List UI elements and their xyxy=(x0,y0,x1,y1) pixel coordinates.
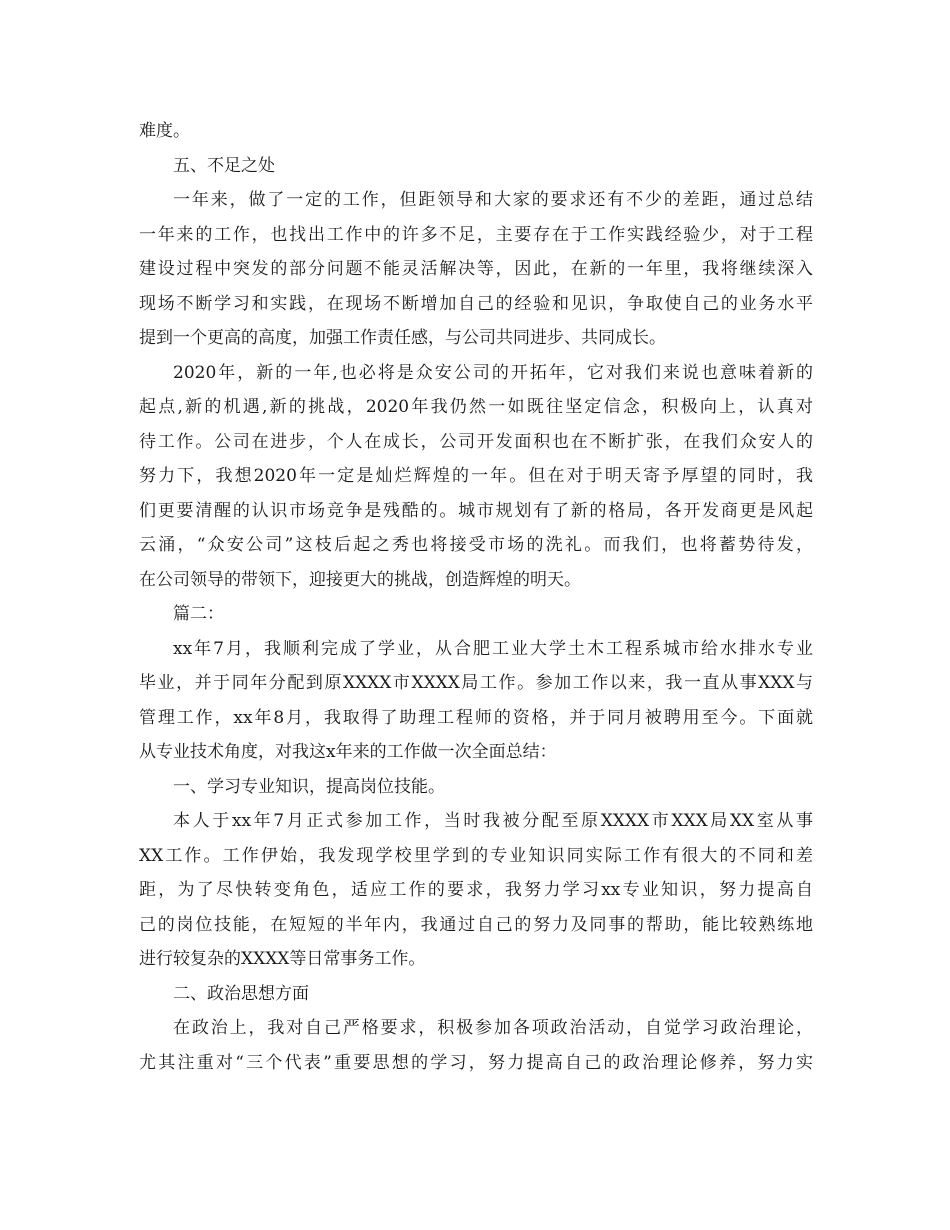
section-heading: 五、不足之处 xyxy=(173,155,275,176)
text-line: 建设过程中突发的部分问题不能灵活解决等，因此，在新的一年里，我将继续深入 xyxy=(139,259,813,279)
text-line: 毕业，并于同年分配到原XXXX市XXXX局工作。参加工作以来，我一直从事XXX与 xyxy=(139,673,813,693)
text-line: 提到一个更高的高度，加强工作责任感，与公司共同进步、共同成长。 xyxy=(139,328,666,348)
section-heading: 篇二： xyxy=(173,604,224,624)
text-line: 努力下，我想2020年一定是灿烂辉煌的一年。但在对于明天寄予厚望的同时，我 xyxy=(139,466,813,486)
text-line: 尤其注重对“三个代表”重要思想的学习，努力提高自己的政治理论修养，努力实 xyxy=(139,1052,813,1073)
text-line: 从专业技术角度，对我这x年来的工作做一次全面总结： xyxy=(139,742,557,762)
text-line: XX工作。工作伊始，我发现学校里学到的专业知识同实际工作有很大的不同和差 xyxy=(139,845,813,866)
text-line: 一年来的工作，也找出工作中的许多不足，主要存在于工作实践经验少，对于工程 xyxy=(139,224,813,245)
text-line: xx年7月，我顺利完成了学业，从合肥工业大学土木工程系城市给水排水专业 xyxy=(173,638,813,659)
text-line: 一年来，做了一定的工作，但距领导和大家的要求还有不少的差距，通过总结 xyxy=(173,190,813,210)
text-line: 待工作。公司在进步，个人在成长，公司开发面积也在不断扩张，在我们众安人的 xyxy=(139,431,813,452)
text-line: 起点,新的机遇,新的挑战，2020年我仍然一如既往坚定信念，积极向上，认真对 xyxy=(139,397,813,417)
text-line: 2020年，新的一年,也必将是众安公司的开拓年，它对我们来说也意味着新的 xyxy=(173,362,813,383)
text-line: 难度。 xyxy=(139,121,190,141)
section-heading: 一、学习专业知识，提高岗位技能。 xyxy=(173,776,445,797)
text-line: 进行较复杂的XXXX等日常事务工作。 xyxy=(139,949,426,969)
text-line: 在公司领导的带领下，迎接更大的挑战，创造辉煌的明天。 xyxy=(139,569,581,590)
text-line: 距，为了尽快转变角色，适应工作的要求，我努力学习xx专业知识，努力提高自 xyxy=(139,880,813,900)
text-line: 在政治上，我对自己严格要求，积极参加各项政治活动，自觉学习政治理论， xyxy=(173,1018,813,1038)
text-line: 们更要清醒的认识市场竞争是残酷的。城市规划有了新的格局，各开发商更是风起 xyxy=(139,500,813,521)
section-heading: 二、政治思想方面 xyxy=(173,983,309,1004)
text-line: 现场不断学习和实践，在现场不断增加自己的经验和见识，争取使自己的业务水平 xyxy=(139,293,813,314)
text-line: 本人于xx年7月正式参加工作，当时我被分配至原XXXX市XXX局XX室从事 xyxy=(173,811,813,831)
document-page xyxy=(139,114,813,1080)
text-line: 管理工作，xx年8月，我取得了助理工程师的资格，并于同月被聘用至今。下面就 xyxy=(139,707,813,728)
text-line: 己的岗位技能，在短短的半年内，我通过自己的努力及同事的帮助，能比较熟练地 xyxy=(139,914,813,935)
text-line: 云涌，“众安公司”这枝后起之秀也将接受市场的洗礼。而我们，也将蓄势待发， xyxy=(139,535,813,555)
